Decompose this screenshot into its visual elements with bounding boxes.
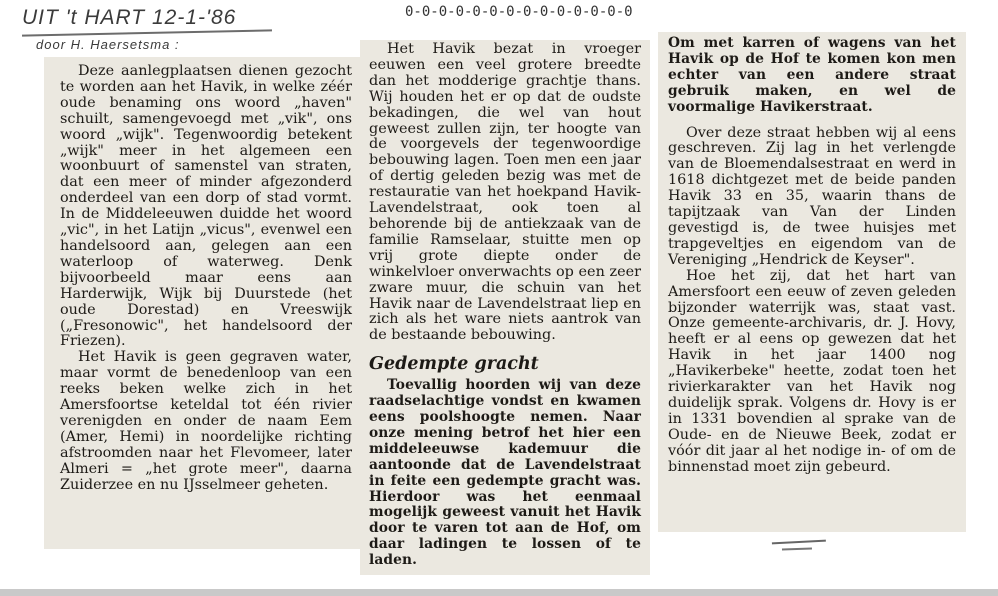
paragraph: Het Havik bezat in vroeger eeuwen een veel grotere breedte dan het modderige grachtje thans. Wij houden het er op dat de oudste bekadingen, die wel van hout geweest zullen zijn, ter hoogte van de voorgevels der tegenwoordige bebouwing lagen. Toen men een jaar of dertig geleden bezig was met de restauratie van het hoekpand Havik-Lavendelstraat, ook toen al behorende bij de antiekzaak van de familie Ramselaar, stuitte men op vrij grote diepte onder de winkelvloer onverwachts op een zeer zware muur, die schuin van het Havik naar de Lavendelstraat liep en zich als het ware niets aantrok van de bestaande bebouwing. [369,41,641,344]
paragraph: Het Havik is geen gegraven water, maar vormt de benedenloop van een reeks beken welke zich in het Amersfoortse keteldal tot één rivier verenigden en onder de naam Eem (Amer, Hemi) in noordelijke richting afstroomden naar het Flevomeer, later Almeri = „het grote meer", daarna Zuiderzee en nu IJsselmeer geheten. [60,349,352,493]
handwritten-author: door H. Haersetsma : [36,37,180,52]
ending-scribble [782,547,812,552]
article-column-1 [44,57,362,549]
decorative-divider: 0-0-0-0-0-0-0-0-0-0-0-0-0-0 [405,4,633,20]
scan-edge [0,589,998,596]
paragraph: Deze aanlegplaatsen dienen gezocht te worden aan het Havik, in welke zéér oude benaming ons woord „haven" schuilt, samengevoegd met „vik", ons woord „wijk". Tegenwoordig betekent „wijk" meer in het algemeen een woonbuurt of samenstel van straten, dat een meer of minder afgezonderd onderdeel van een dorp of stad vormt. In de Middeleeuwen duidde het woord „vic", in het Latijn „vicus", evenwel een handelsoord aan, gelegen aan een waterloop of waterweg. Denk bijvoorbeeld maar eens aan Harderwijk, Wijk bij Duurstede (het oude Dorestad) en Vreeswijk („Fresonowic", het handelsoord der Friezen). [60,63,352,350]
section-heading: Gedempte gracht [369,354,539,375]
article-column-3 [658,32,966,532]
article-column-2 [360,40,650,575]
handwritten-title: UIT 't HART 12-1-'86 [22,6,237,29]
paragraph: Over deze straat hebben wij al eens geschreven. Zij lag in het verlengde van de Bloemendalsestraat en werd in 1618 dichtgezet met de beide panden Havik 33 en 35, waarin thans de tapijtzaak van Van der Linden gevestigd is, de twee huisjes met trapgeveltjes en eigendom van de Vereniging „Hendrick de Keyser". [668,124,956,268]
paragraph: Hoe het zij, dat het hart van Amersfoort een eeuw of zeven geleden bijzonder waterrijk was, staat vast. Onze gemeente-archivaris, dr. J. Hovy, heeft er al eens op gewezen dat het Havik in het jaar 1400 nog „Havikerbeke" heette, zodat toen het rivierkarakter van het Havik nog duidelijk sprak. Volgens dr. Hovy is er in 1331 bovendien al sprake van de Oude- en de Nieuwe Beek, zodat er vóór dit jaar al het nodige in- of om de binnenstad moet zijn gebeurd. [668,267,956,475]
handwritten-underline [22,29,272,36]
bold-paragraph: Toevallig hoorden wij van deze raadselachtige vondst en kwamen eens poolshoogte nemen. Naar onze mening betrof het hier een middeleeuwse kademuur die aantoonde dat de Lavendelstraat in feite een gedempte gracht was. Hierdoor was het eenmaal mogelijk geweest vanuit het Havik door te varen tot aan de Hof, om daar ladingen te lossen of te laden. [369,377,641,569]
bold-paragraph: Om met karren of wagens van het Havik op de Hof te komen kon men echter van een andere straat gebruik maken, en wel de voormalige Havikerstraat. [668,35,956,115]
